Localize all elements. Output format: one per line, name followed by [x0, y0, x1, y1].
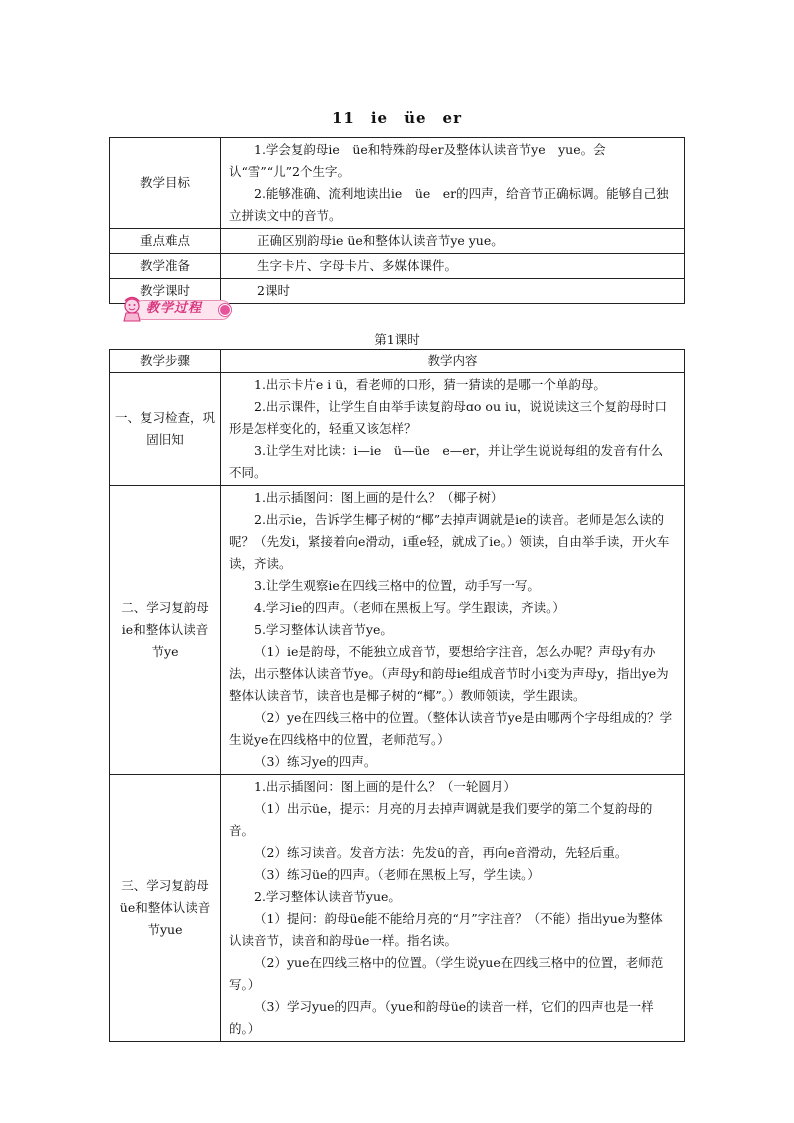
- step3-para-5: 2.学习整体认读音节yue。: [254, 889, 401, 904]
- preparation-cell: [221, 254, 685, 279]
- objectives-cell: [221, 138, 685, 229]
- step2-para-2: 2.出示ie，告诉学生椰子树的“椰”去掉声调就是ie的读音。老师是怎么读的呢？（先发i，紧接着向e滑动，i重e轻，就成了ie。）领读，自由举手读，开火车读，齐读。: [229, 512, 670, 571]
- step-label-1: 一、复习检查，巩固旧知: [110, 373, 221, 486]
- key-points-cell: [221, 229, 685, 254]
- row-label-periods: 教学课时: [110, 279, 221, 304]
- table-row: [110, 775, 685, 1042]
- objective-2: 2.能够准确、流利地读出ie üe er的四声，给音节正确标调。能够自己独立拼读文中的音节。: [229, 186, 669, 223]
- objective-1: 1.学会复韵母ie üe和特殊韵母er及整体认读音节ye yue。会认“雪”“儿”2个生字。: [229, 142, 606, 179]
- step-content-1: [221, 373, 685, 486]
- step2-para-8: （3）练习ye的四声。: [254, 754, 377, 769]
- step1-para-2: 2.出示课件，让学生自由举手读复韵母ɑo ou iu，说说读这三个复韵母时口形是怎样变化的，轻重又该怎样？: [229, 399, 668, 436]
- step3-para-3: （2）练习读音。发音方法：先发ü的音，再向e音滑动，先轻后重。: [254, 845, 628, 860]
- table-row: [110, 486, 685, 775]
- table-row: [110, 138, 685, 229]
- step3-para-6: （1）提问：韵母üe能不能给月亮的“月”字注音？（不能）指出yue为整体认读音节，读音和韵母üe一样。指名读。: [229, 911, 663, 948]
- step2-para-7: （2）ye在四线三格中的位置。（整体认读音节ye是由哪两个字母组成的？学生说ye在四线格中的位置，老师范写。）: [229, 710, 673, 747]
- periods-cell: [221, 279, 685, 304]
- step-label-3: 三、学习复韵母üe和整体认读音节yue: [110, 775, 221, 1042]
- header-content: 教学内容: [221, 350, 685, 373]
- teaching-process-badge: [116, 295, 234, 323]
- step3-para-2: （1）出示üe，提示：月亮的月去掉声调就是我们要学的第二个复韵母的音。: [229, 801, 653, 838]
- table-row: [110, 229, 685, 254]
- process-table: [109, 349, 685, 1042]
- header-step: 教学步骤: [110, 350, 221, 373]
- session-title: 第1课时: [374, 332, 420, 347]
- step-content-3: [221, 775, 685, 1042]
- periods-text: 2课时: [257, 283, 290, 298]
- row-label-objectives: 教学目标: [110, 138, 221, 229]
- step3-para-7: （2）yue在四线三格中的位置。（学生说yue在四线三格中的位置，老师范写。）: [229, 955, 664, 992]
- step2-para-1: 1.出示插图问：图上画的是什么？（椰子树）: [254, 490, 504, 505]
- step2-para-5: 5.学习整体认读音节ye。: [254, 622, 393, 637]
- row-label-key-points: 重点难点: [110, 229, 221, 254]
- step-content-2: [221, 486, 685, 775]
- step3-para-4: （3）练习üe的四声。（老师在黑板上写，学生读。）: [254, 867, 540, 882]
- step1-para-1: 1.出示卡片e i ü，看老师的口形，猜一猜读的是哪一个单韵母。: [254, 377, 606, 392]
- badge-label: 教学过程: [146, 301, 203, 316]
- preparation-text: 生字卡片、字母卡片、多媒体课件。: [257, 258, 458, 273]
- step2-para-3: 3.让学生观察ie在四线三格中的位置，动手写一写。: [254, 578, 540, 593]
- step2-para-6: （1）ie是韵母，不能独立成音节，要想给字注音，怎么办呢？声母y有办法，出示整体认读音节ye。（声母y和韵母ie组成音节时小i变为声母y，指出ye为整体认读音节，读音也是椰子树的“椰”。）教师领读，学生跟读。: [229, 644, 669, 703]
- table-row: [110, 254, 685, 279]
- table-header-row: [110, 350, 685, 373]
- step3-para-1: 1.出示插图问：图上画的是什么？（一轮圆月）: [254, 779, 516, 794]
- table-row: [110, 373, 685, 486]
- key-points-text: 正确区别韵母ie üe和整体认读音节ye yue。: [257, 233, 504, 248]
- row-label-preparation: 教学准备: [110, 254, 221, 279]
- badge-dot-icon: [219, 304, 231, 316]
- step1-para-3: 3.让学生对比读：i—ie ü—üe e—er，并让学生说说每组的发音有什么不同。: [229, 443, 664, 480]
- overview-table: [109, 137, 685, 304]
- step3-para-8: （3）学习yue的四声。（yue和韵母üe的读音一样，它们的四声也是一样的。）: [229, 999, 654, 1036]
- page-title: 11 ie üe er: [331, 109, 462, 127]
- step2-para-4: 4.学习ie的四声。（老师在黑板上写。学生跟读，齐读。）: [254, 600, 565, 615]
- cartoon-figure-icon: [118, 295, 146, 323]
- step-label-2: 二、学习复韵母ie和整体认读音节ye: [110, 486, 221, 775]
